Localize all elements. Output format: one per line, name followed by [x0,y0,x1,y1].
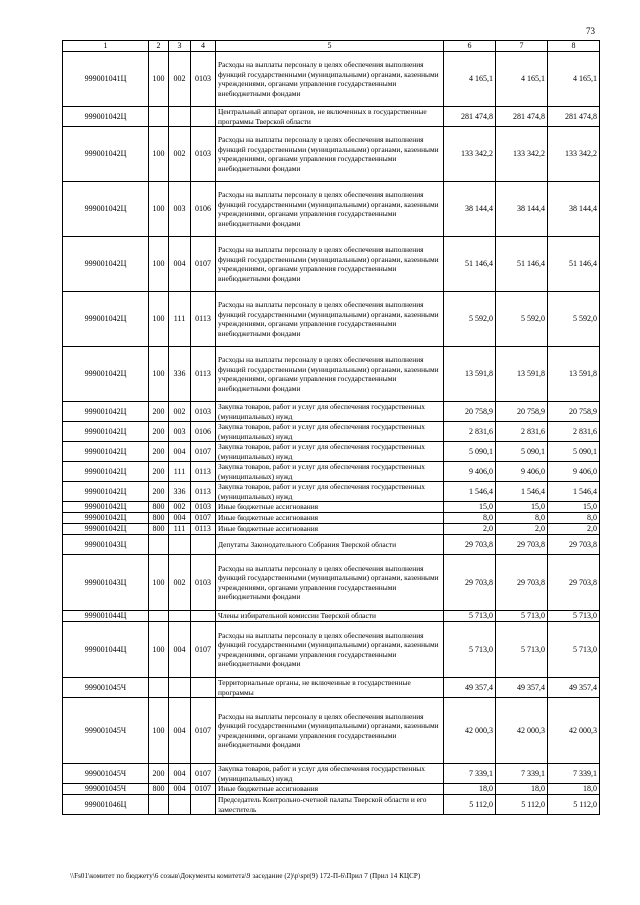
row-rz-cell [191,678,216,698]
row-rz-cell: 0103 [191,127,216,182]
row-code-cell: 999001045Ч [63,678,149,698]
row-description-cell: Закупка товаров, работ и услуг для обеспечения государственных (муниципальных) нужд [216,482,444,502]
row-code-cell: 999001045Ч [63,698,149,764]
row-code-cell: 999001042Ц [63,107,149,127]
row-value-col7-cell: 5 713,0 [496,622,548,678]
row-description-cell: Центральный аппарат органов, не включенных в государственные программы Тверской области [216,107,444,127]
row-value-col7-cell: 2 831,6 [496,422,548,442]
row-vr-cell: 200 [149,482,169,502]
row-code-cell: 999001042Ц [63,422,149,442]
row-vr-cell: 200 [149,402,169,422]
row-code-cell: 999001042Ц [63,182,149,237]
table-row [63,182,600,237]
row-value-col8-cell: 49 357,4 [548,678,600,698]
page-number: 73 [586,26,595,36]
row-value-col8-cell: 5 713,0 [548,622,600,678]
row-value-col6-cell: 9 406,0 [444,462,496,482]
row-value-col8-cell: 18,0 [548,784,600,795]
row-value-col6-cell: 5 713,0 [444,622,496,678]
row-cs-cell: 004 [169,622,191,678]
header-cell: 8 [548,41,600,52]
row-vr-cell: 800 [149,513,169,524]
row-cs-cell: 336 [169,347,191,402]
row-value-col6-cell: 51 146,4 [444,237,496,292]
row-cs-cell: 002 [169,502,191,513]
row-vr-cell: 100 [149,347,169,402]
row-rz-cell: 0107 [191,442,216,462]
row-value-col7-cell: 15,0 [496,502,548,513]
row-value-col6-cell: 2 831,6 [444,422,496,442]
row-rz-cell [191,107,216,127]
row-description-cell: Территориальные органы, не включенные в государственные программы [216,678,444,698]
table-row [63,764,600,784]
row-value-col6-cell: 1 546,4 [444,482,496,502]
row-vr-cell: 200 [149,764,169,784]
row-code-cell: 999001042Ц [63,513,149,524]
table-row [63,524,600,535]
row-value-col7-cell: 5 592,0 [496,292,548,347]
table-row [63,422,600,442]
row-vr-cell: 100 [149,622,169,678]
row-code-cell: 999001042Ц [63,442,149,462]
row-value-col8-cell: 29 703,8 [548,535,600,555]
row-cs-cell [169,795,191,815]
row-description-cell: Члены избирательной комиссии Тверской области [216,611,444,622]
row-value-col7-cell: 5 090,1 [496,442,548,462]
row-rz-cell: 0103 [191,502,216,513]
row-code-cell: 999001042Ц [63,482,149,502]
row-code-cell: 999001042Ц [63,127,149,182]
table-row [63,462,600,482]
row-rz-cell: 0113 [191,462,216,482]
row-code-cell: 999001042Ц [63,502,149,513]
row-rz-cell: 0113 [191,347,216,402]
row-rz-cell [191,795,216,815]
row-value-col8-cell: 51 146,4 [548,237,600,292]
row-value-col7-cell: 133 342,2 [496,127,548,182]
row-rz-cell: 0107 [191,764,216,784]
row-vr-cell: 100 [149,292,169,347]
row-cs-cell [169,535,191,555]
file-path-footer: \\Fs01\комитет по бюджету\6 созыв\Документы комитета\9 заседание (2)\p\spr(9) 172-П-6\Прил 7 (Прил 14 КЦСР) [70,872,421,880]
row-value-col6-cell: 281 474,8 [444,107,496,127]
row-code-cell: 999001044Ц [63,611,149,622]
row-code-cell: 999001042Ц [63,524,149,535]
row-value-col6-cell: 49 357,4 [444,678,496,698]
row-rz-cell: 0113 [191,292,216,347]
header-cell: 5 [216,41,444,52]
table-row [63,502,600,513]
row-value-col7-cell: 20 758,9 [496,402,548,422]
table-row [63,442,600,462]
row-value-col8-cell: 5 713,0 [548,611,600,622]
row-code-cell: 999001046Ц [63,795,149,815]
row-value-col8-cell: 2,0 [548,524,600,535]
row-value-col6-cell: 13 591,8 [444,347,496,402]
row-value-col7-cell: 49 357,4 [496,678,548,698]
row-description-cell: Закупка товаров, работ и услуг для обеспечения государственных (муниципальных) нужд [216,402,444,422]
table-row [63,795,600,815]
table-row [63,698,600,764]
row-vr-cell [149,107,169,127]
row-value-col6-cell: 2,0 [444,524,496,535]
row-description-cell: Расходы на выплаты персоналу в целях обеспечения выполнения функций государственными (муниципальными) органами, казенными учреждениями, органами управления государственными внебюджетными фондами [216,182,444,237]
row-code-cell: 999001042Ц [63,237,149,292]
row-rz-cell: 0107 [191,237,216,292]
row-cs-cell: 004 [169,237,191,292]
row-vr-cell [149,535,169,555]
row-cs-cell: 111 [169,462,191,482]
row-vr-cell: 100 [149,555,169,611]
row-cs-cell [169,678,191,698]
row-value-col7-cell: 1 546,4 [496,482,548,502]
row-value-col6-cell: 5 592,0 [444,292,496,347]
row-value-col6-cell: 20 758,9 [444,402,496,422]
row-value-col8-cell: 20 758,9 [548,402,600,422]
row-value-col7-cell: 29 703,8 [496,535,548,555]
row-value-col7-cell: 18,0 [496,784,548,795]
row-description-cell: Расходы на выплаты персоналу в целях обеспечения выполнения функций государственными (муниципальными) органами, казенными учреждениями, органами управления государственными внебюджетными фондами [216,622,444,678]
row-value-col7-cell: 4 165,1 [496,52,548,107]
row-vr-cell: 100 [149,52,169,107]
row-value-col8-cell: 38 144,4 [548,182,600,237]
row-value-col8-cell: 7 339,1 [548,764,600,784]
row-description-cell: Председатель Контрольно-счетной палаты Тверской области и его заместитель [216,795,444,815]
row-code-cell: 999001042Ц [63,347,149,402]
row-value-col6-cell: 42 000,3 [444,698,496,764]
row-value-col6-cell: 7 339,1 [444,764,496,784]
row-code-cell: 999001043Ц [63,555,149,611]
row-cs-cell: 111 [169,524,191,535]
row-description-cell: Расходы на выплаты персоналу в целях обеспечения выполнения функций государственными (муниципальными) органами, казенными учреждениями, органами управления государственными внебюджетными фондами [216,698,444,764]
table-row [63,482,600,502]
row-description-cell: Расходы на выплаты персоналу в целях обеспечения выполнения функций государственными (муниципальными) органами, казенными учреждениями, органами управления государственными внебюджетными фондами [216,52,444,107]
row-value-col7-cell: 2,0 [496,524,548,535]
row-cs-cell: 004 [169,784,191,795]
row-cs-cell: 336 [169,482,191,502]
row-cs-cell: 004 [169,764,191,784]
row-vr-cell: 200 [149,422,169,442]
row-vr-cell [149,678,169,698]
row-description-cell: Иные бюджетные ассигнования [216,784,444,795]
table-row [63,402,600,422]
row-value-col8-cell: 5 090,1 [548,442,600,462]
row-code-cell: 999001044Ц [63,622,149,678]
row-value-col6-cell: 5 112,0 [444,795,496,815]
row-value-col7-cell: 8,0 [496,513,548,524]
row-description-cell: Расходы на выплаты персоналу в целях обеспечения выполнения функций государственными (муниципальными) органами, казенными учреждениями, органами управления государственными внебюджетными фондами [216,555,444,611]
header-cell: 3 [169,41,191,52]
row-rz-cell: 0107 [191,622,216,678]
row-value-col7-cell: 29 703,8 [496,555,548,611]
row-value-col8-cell: 8,0 [548,513,600,524]
row-value-col8-cell: 5 592,0 [548,292,600,347]
row-vr-cell: 200 [149,442,169,462]
row-vr-cell: 800 [149,502,169,513]
row-vr-cell: 100 [149,182,169,237]
row-cs-cell: 003 [169,422,191,442]
row-rz-cell: 0106 [191,182,216,237]
table-row [63,292,600,347]
row-value-col7-cell: 5 713,0 [496,611,548,622]
row-value-col7-cell: 9 406,0 [496,462,548,482]
row-vr-cell: 100 [149,127,169,182]
row-value-col7-cell: 38 144,4 [496,182,548,237]
row-cs-cell: 004 [169,442,191,462]
row-description-cell: Иные бюджетные ассигнования [216,502,444,513]
row-description-cell: Расходы на выплаты персоналу в целях обеспечения выполнения функций государственными (муниципальными) органами, казенными учреждениями, органами управления государственными внебюджетными фондами [216,292,444,347]
table-row [63,127,600,182]
table-row [63,784,600,795]
row-code-cell: 999001041Ц [63,52,149,107]
row-vr-cell: 800 [149,784,169,795]
row-cs-cell: 002 [169,127,191,182]
row-cs-cell [169,107,191,127]
row-vr-cell [149,611,169,622]
row-value-col8-cell: 42 000,3 [548,698,600,764]
row-code-cell: 999001042Ц [63,402,149,422]
row-cs-cell: 003 [169,182,191,237]
table-body [63,41,600,815]
row-code-cell: 999001045Ч [63,764,149,784]
row-vr-cell: 800 [149,524,169,535]
header-cell: 6 [444,41,496,52]
row-rz-cell: 0106 [191,422,216,442]
row-cs-cell: 002 [169,52,191,107]
row-value-col8-cell: 281 474,8 [548,107,600,127]
row-value-col7-cell: 281 474,8 [496,107,548,127]
row-description-cell: Закупка товаров, работ и услуг для обеспечения государственных (муниципальных) нужд [216,764,444,784]
row-vr-cell: 100 [149,698,169,764]
table-row [63,535,600,555]
row-value-col6-cell: 8,0 [444,513,496,524]
row-value-col7-cell: 51 146,4 [496,237,548,292]
header-cell: 2 [149,41,169,52]
row-description-cell: Депутаты Законодательного Собрания Тверской области [216,535,444,555]
row-value-col8-cell: 9 406,0 [548,462,600,482]
row-cs-cell: 002 [169,402,191,422]
header-cell: 4 [191,41,216,52]
row-value-col6-cell: 29 703,8 [444,555,496,611]
table-row [63,237,600,292]
header-cell: 1 [63,41,149,52]
table-row [63,513,600,524]
row-description-cell: Иные бюджетные ассигнования [216,524,444,535]
row-rz-cell [191,611,216,622]
row-value-col6-cell: 5 090,1 [444,442,496,462]
row-code-cell: 999001045Ч [63,784,149,795]
row-rz-cell: 0113 [191,524,216,535]
header-cell: 7 [496,41,548,52]
table-header-row [63,41,600,52]
row-cs-cell [169,611,191,622]
row-vr-cell [149,795,169,815]
row-value-col8-cell: 15,0 [548,502,600,513]
row-value-col8-cell: 133 342,2 [548,127,600,182]
row-rz-cell: 0107 [191,698,216,764]
row-description-cell: Расходы на выплаты персоналу в целях обеспечения выполнения функций государственными (муниципальными) органами, казенными учреждениями, органами управления государственными внебюджетными фондами [216,347,444,402]
table-row [63,555,600,611]
row-rz-cell: 0103 [191,52,216,107]
row-cs-cell: 004 [169,698,191,764]
row-code-cell: 999001043Ц [63,535,149,555]
row-vr-cell: 200 [149,462,169,482]
row-value-col6-cell: 15,0 [444,502,496,513]
row-code-cell: 999001042Ц [63,292,149,347]
row-value-col6-cell: 133 342,2 [444,127,496,182]
row-rz-cell: 0113 [191,482,216,502]
row-rz-cell [191,535,216,555]
row-cs-cell: 111 [169,292,191,347]
table-row [63,622,600,678]
row-value-col6-cell: 4 165,1 [444,52,496,107]
row-code-cell: 999001042Ц [63,462,149,482]
row-value-col8-cell: 13 591,8 [548,347,600,402]
row-value-col7-cell: 42 000,3 [496,698,548,764]
row-value-col8-cell: 4 165,1 [548,52,600,107]
row-value-col6-cell: 5 713,0 [444,611,496,622]
row-description-cell: Закупка товаров, работ и услуг для обеспечения государственных (муниципальных) нужд [216,462,444,482]
row-value-col6-cell: 38 144,4 [444,182,496,237]
row-description-cell: Закупка товаров, работ и услуг для обеспечения государственных (муниципальных) нужд [216,442,444,462]
row-value-col8-cell: 29 703,8 [548,555,600,611]
row-value-col8-cell: 2 831,6 [548,422,600,442]
row-rz-cell: 0103 [191,555,216,611]
row-value-col7-cell: 5 112,0 [496,795,548,815]
row-value-col7-cell: 13 591,8 [496,347,548,402]
row-description-cell: Иные бюджетные ассигнования [216,513,444,524]
row-value-col8-cell: 5 112,0 [548,795,600,815]
row-cs-cell: 004 [169,513,191,524]
table-row [63,107,600,127]
row-description-cell: Расходы на выплаты персоналу в целях обеспечения выполнения функций государственными (муниципальными) органами, казенными учреждениями, органами управления государственными внебюджетными фондами [216,237,444,292]
table-row [63,347,600,402]
row-value-col6-cell: 18,0 [444,784,496,795]
row-description-cell: Закупка товаров, работ и услуг для обеспечения государственных (муниципальных) нужд [216,422,444,442]
row-value-col7-cell: 7 339,1 [496,764,548,784]
budget-table [62,40,600,815]
table-row [63,52,600,107]
row-value-col6-cell: 29 703,8 [444,535,496,555]
row-value-col8-cell: 1 546,4 [548,482,600,502]
row-cs-cell: 002 [169,555,191,611]
table-row [63,678,600,698]
table-row [63,611,600,622]
row-rz-cell: 0107 [191,513,216,524]
row-rz-cell: 0107 [191,784,216,795]
row-description-cell: Расходы на выплаты персоналу в целях обеспечения выполнения функций государственными (муниципальными) органами, казенными учреждениями, органами управления государственными внебюджетными фондами [216,127,444,182]
row-vr-cell: 100 [149,237,169,292]
row-rz-cell: 0103 [191,402,216,422]
